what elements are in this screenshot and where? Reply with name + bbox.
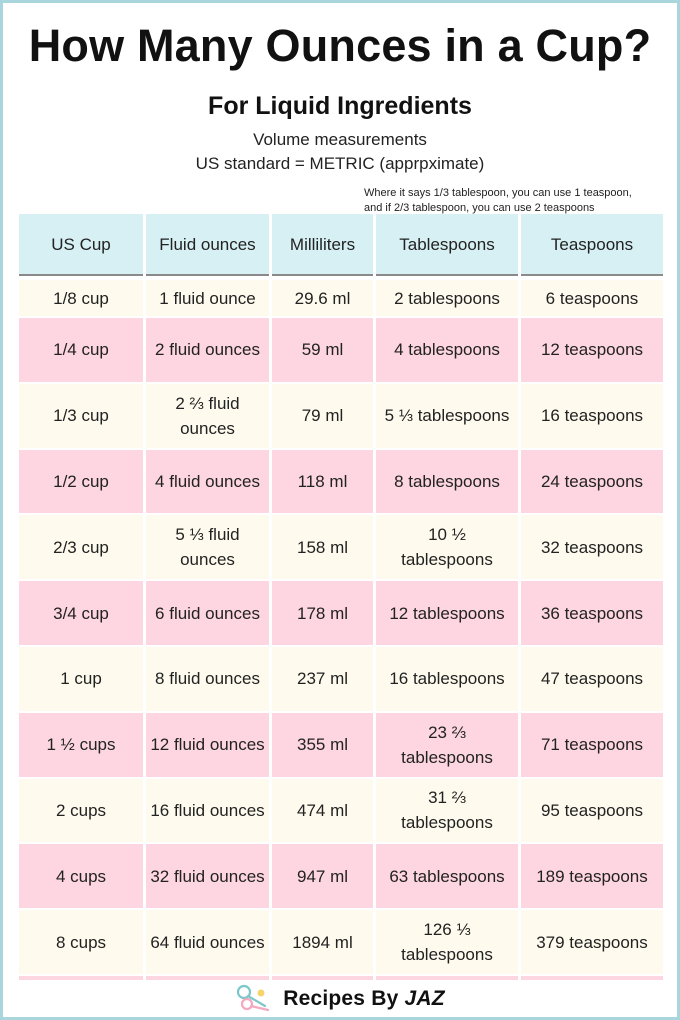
- cell-teaspoons: 12 teaspoons: [521, 318, 663, 384]
- cell-tablespoons: 63 tablespoons: [376, 844, 518, 910]
- cell-milliliters: 947 ml: [272, 844, 373, 910]
- cell-tablespoons: 10 ½ tablespoons: [376, 515, 518, 581]
- cell-fluid-ounces: 1 fluid ounce: [146, 280, 269, 318]
- cell-us-cup: 1/2 cup: [19, 450, 143, 516]
- table-header-row: [19, 214, 663, 276]
- cell-us-cup: 1/3 cup: [19, 384, 143, 450]
- page-title: How Many Ounces in a Cup?: [28, 20, 652, 71]
- cell-us-cup: 1/4 cup: [19, 318, 143, 384]
- measuring-spoons-icon: [235, 984, 275, 1014]
- cell-fluid-ounces: 8 fluid ounces: [146, 647, 269, 713]
- cell-tablespoons: 2 tablespoons: [376, 280, 518, 318]
- table-row: [19, 910, 663, 976]
- table-bottom-strip: [19, 976, 663, 980]
- cell-tablespoons: 31 ⅔ tablespoons: [376, 779, 518, 845]
- description-line-1: Volume measurements: [253, 130, 427, 149]
- cell-tablespoons: 16 tablespoons: [376, 647, 518, 713]
- brand-main: Recipes By: [283, 987, 405, 1010]
- cell-us-cup: 4 cups: [19, 844, 143, 910]
- cell-fluid-ounces: 12 fluid ounces: [146, 713, 269, 779]
- table-row: [19, 384, 663, 450]
- description-line-2: US standard = METRIC (apprpximate): [195, 154, 485, 173]
- cell-tablespoons: 5 ⅓ tablespoons: [376, 384, 518, 450]
- cell-milliliters: 355 ml: [272, 713, 373, 779]
- cell-us-cup: 8 cups: [19, 910, 143, 976]
- footer-brand: [0, 983, 680, 1015]
- cell-us-cup: 1 ½ cups: [19, 713, 143, 779]
- note-line-2: and if 2/3 tablespoon, you can use 2 teaspoons: [364, 202, 595, 214]
- header-teaspoons: Teaspoons: [521, 214, 663, 276]
- cell-teaspoons: 189 teaspoons: [521, 844, 663, 910]
- cell-teaspoons: 379 teaspoons: [521, 910, 663, 976]
- cell-fluid-ounces: 64 fluid ounces: [146, 910, 269, 976]
- cell-tablespoons: 23 ⅔ tablespoons: [376, 713, 518, 779]
- cell-us-cup: 2/3 cup: [19, 515, 143, 581]
- page-subtitle: For Liquid Ingredients: [208, 92, 472, 120]
- cell-milliliters: 474 ml: [272, 779, 373, 845]
- cell-us-cup: 3/4 cup: [19, 581, 143, 647]
- cell-fluid-ounces: 4 fluid ounces: [146, 450, 269, 516]
- cell-us-cup: 2 cups: [19, 779, 143, 845]
- cell-teaspoons: 6 teaspoons: [521, 280, 663, 318]
- table-row: [19, 647, 663, 713]
- conversion-table: [16, 214, 666, 980]
- cell-milliliters: 1894 ml: [272, 910, 373, 976]
- table-row: [19, 581, 663, 647]
- cell-tablespoons: 4 tablespoons: [376, 318, 518, 384]
- cell-fluid-ounces: 2 fluid ounces: [146, 318, 269, 384]
- cell-teaspoons: 16 teaspoons: [521, 384, 663, 450]
- cell-teaspoons: 71 teaspoons: [521, 713, 663, 779]
- cell-tablespoons: 12 tablespoons: [376, 581, 518, 647]
- table-row: [19, 713, 663, 779]
- cell-milliliters: 237 ml: [272, 647, 373, 713]
- table-row: [19, 779, 663, 845]
- cell-milliliters: 59 ml: [272, 318, 373, 384]
- header-tablespoons: Tablespoons: [376, 214, 518, 276]
- header-us-cup: US Cup: [19, 214, 143, 276]
- note-line-1: Where it says 1/3 tablespoon, you can use 1 teaspoon,: [364, 187, 632, 199]
- cell-tablespoons: 126 ⅓ tablespoons: [376, 910, 518, 976]
- table-row: [19, 515, 663, 581]
- table-row: [19, 844, 663, 910]
- brand-name: [283, 987, 445, 1011]
- cell-tablespoons: 8 tablespoons: [376, 450, 518, 516]
- table-row: [19, 318, 663, 384]
- cell-fluid-ounces: 32 fluid ounces: [146, 844, 269, 910]
- cell-milliliters: 29.6 ml: [272, 280, 373, 318]
- table-row: [19, 450, 663, 516]
- cell-teaspoons: 36 teaspoons: [521, 581, 663, 647]
- cell-fluid-ounces: 16 fluid ounces: [146, 779, 269, 845]
- cell-milliliters: 178 ml: [272, 581, 373, 647]
- cell-fluid-ounces: 2 ⅔ fluid ounces: [146, 384, 269, 450]
- cell-teaspoons: 47 teaspoons: [521, 647, 663, 713]
- cell-us-cup: 1/8 cup: [19, 280, 143, 318]
- cell-teaspoons: 32 teaspoons: [521, 515, 663, 581]
- cell-milliliters: 79 ml: [272, 384, 373, 450]
- table-row: [19, 280, 663, 318]
- cell-fluid-ounces: 5 ⅓ fluid ounces: [146, 515, 269, 581]
- header-fluid-ounces: Fluid ounces: [146, 214, 269, 276]
- cell-milliliters: 158 ml: [272, 515, 373, 581]
- cell-milliliters: 118 ml: [272, 450, 373, 516]
- cell-us-cup: 1 cup: [19, 647, 143, 713]
- cell-teaspoons: 24 teaspoons: [521, 450, 663, 516]
- header-milliliters: Milliliters: [272, 214, 373, 276]
- cell-fluid-ounces: 6 fluid ounces: [146, 581, 269, 647]
- brand-accent: JAZ: [404, 987, 445, 1010]
- cell-teaspoons: 95 teaspoons: [521, 779, 663, 845]
